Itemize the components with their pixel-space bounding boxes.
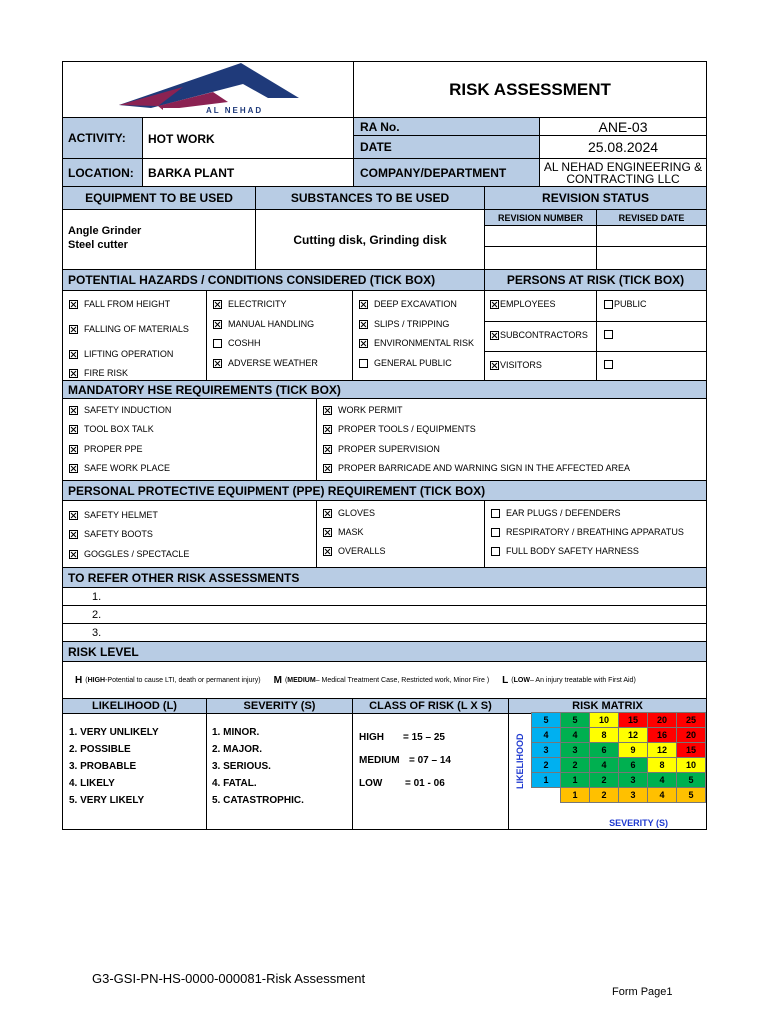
checkbox-checked-icon (69, 445, 78, 454)
ppe-option[interactable]: EAR PLUGS / DEFENDERS (491, 508, 621, 518)
hazards-col-1 (63, 291, 207, 380)
equipment-list-cell (63, 210, 256, 269)
hazards-col-2 (207, 291, 353, 380)
hazard-option[interactable]: MANUAL HANDLING (213, 319, 314, 329)
matrix-severity-cell: 3 (619, 788, 648, 803)
severity-item: 1. MINOR. (212, 727, 260, 738)
checkbox-empty-icon (359, 359, 368, 368)
checkbox-checked-icon (69, 406, 78, 415)
location-label-cell (63, 159, 143, 186)
refer-line[interactable] (62, 624, 707, 642)
checkbox-empty-icon (604, 300, 613, 309)
hse-option[interactable]: PROPER BARRICADE AND WARNING SIGN IN THE AFFECTED AREA (323, 463, 630, 473)
substances-header: SUBSTANCES TO BE USED (290, 191, 450, 205)
class-item: MEDIUM = 07 – 14 (359, 755, 451, 766)
hse-option[interactable]: SAFE WORK PLACE (69, 463, 170, 473)
company-label-cell (354, 159, 540, 186)
likelihood-list (63, 714, 207, 829)
checkbox-checked-icon (213, 359, 222, 368)
class-header-cell (353, 699, 509, 713)
class-list (353, 714, 509, 829)
equipment-header: EQUIPMENT TO BE USED (85, 191, 233, 205)
hse-header: MANDATORY HSE REQUIREMENTS (TICK BOX) (68, 382, 341, 397)
ppe-col-1 (63, 501, 317, 567)
ra-value-cell (540, 118, 706, 135)
risk-level-legend-row (62, 662, 707, 699)
hazard-option[interactable]: ENVIRONMENTAL RISK (359, 338, 474, 348)
equipment-item: Angle Grinder (68, 225, 142, 237)
checkbox-checked-icon (359, 339, 368, 348)
substances-cell (256, 210, 485, 269)
hse-content-row (62, 399, 707, 481)
checkbox-checked-icon (69, 550, 78, 559)
checkbox-checked-icon (490, 300, 499, 309)
matrix-cell: 4 (648, 773, 677, 788)
matrix-cell: 8 (590, 728, 619, 743)
severity-item: 3. SERIOUS. (212, 761, 271, 772)
hazard-option[interactable]: ADVERSE WEATHER (213, 358, 318, 368)
hse-col-right (317, 399, 706, 480)
ppe-option[interactable]: MASK (323, 527, 364, 537)
hse-option[interactable]: WORK PERMIT (323, 405, 403, 415)
checkbox-checked-icon (323, 445, 332, 454)
hazard-option[interactable]: FALL FROM HEIGHT (69, 299, 170, 309)
classification-content-row (62, 714, 707, 830)
ppe-option[interactable]: FULL BODY SAFETY HARNESS (491, 546, 639, 556)
matrix-cell: 25 (677, 713, 706, 728)
ra-value: ANE-03 (598, 118, 648, 135)
matrix-cell: 10 (590, 713, 619, 728)
activity-value: HOT WORK (148, 132, 215, 146)
company-value-line-1: AL NEHAD ENGINEERING & (543, 160, 703, 174)
page-number: Form Page1 (612, 986, 673, 998)
checkbox-checked-icon (323, 547, 332, 556)
equipment-header-row (62, 187, 707, 210)
hazard-option[interactable]: ELECTRICITY (213, 299, 287, 309)
likelihood-item: 4. LIKELY (69, 778, 115, 789)
hse-option[interactable]: PROPER TOOLS / EQUIPMENTS (323, 424, 476, 434)
matrix-likelihood-cell: 1 (532, 773, 561, 788)
checkbox-checked-icon (323, 528, 332, 537)
person-option[interactable]: SUBCONTRACTORS (490, 330, 588, 340)
persons-at-risk (485, 291, 706, 380)
hse-option[interactable]: PROPER PPE (69, 444, 143, 454)
hazard-option[interactable]: FALLING OF MATERIALS (69, 324, 189, 334)
risk-assessment-form (62, 61, 707, 830)
activity-label-cell (63, 118, 143, 158)
matrix-severity-cell: 5 (677, 788, 706, 803)
likelihood-header-cell (63, 699, 207, 713)
location-label: LOCATION: (68, 165, 134, 180)
matrix-cell: 12 (619, 728, 648, 743)
matrix-cell: 15 (619, 713, 648, 728)
person-option[interactable] (604, 360, 614, 369)
matrix-cell: 4 (561, 728, 590, 743)
ra-label: RA No. (360, 119, 400, 134)
checkbox-checked-icon (490, 331, 499, 340)
checkbox-checked-icon (359, 300, 368, 309)
likelihood-item: 1. VERY UNLIKELY (69, 727, 159, 738)
ppe-col-2 (317, 501, 485, 567)
risk-level-header: RISK LEVEL (68, 644, 139, 659)
risk-level-header-row (62, 642, 707, 662)
revision-table (485, 210, 706, 269)
ppe-option[interactable]: SAFETY HELMET (69, 510, 158, 520)
matrix-cell: 12 (648, 743, 677, 758)
risk-level-header-cell (63, 642, 706, 661)
matrix-cell: 3 (619, 773, 648, 788)
likelihood-header: LIKELIHOOD (L) (92, 700, 177, 712)
refer-item: 2. (92, 609, 102, 621)
hazard-option[interactable]: FIRE RISK (69, 368, 128, 378)
checkbox-checked-icon (490, 361, 499, 370)
matrix-cell: 6 (590, 743, 619, 758)
checkbox-checked-icon (69, 511, 78, 520)
person-option[interactable]: VISITORS (490, 360, 542, 370)
checkbox-checked-icon (323, 406, 332, 415)
checkbox-empty-icon (491, 528, 500, 537)
ppe-option[interactable]: GOGGLES / SPECTACLE (69, 549, 189, 559)
matrix-cell: 15 (677, 743, 706, 758)
matrix-cell: 9 (619, 743, 648, 758)
matrix-cell: 4 (590, 758, 619, 773)
class-item: LOW = 01 - 06 (359, 778, 445, 789)
hse-header-row (62, 381, 707, 399)
hse-option[interactable]: PROPER SUPERVISION (323, 444, 440, 454)
checkbox-checked-icon (69, 464, 78, 473)
company-value-line-2: CONTRACTING LLC (566, 172, 680, 186)
checkbox-checked-icon (323, 464, 332, 473)
hazard-option[interactable]: DEEP EXCAVATION (359, 299, 457, 309)
ppe-option[interactable]: SAFETY BOOTS (69, 529, 153, 539)
refer-item: 3. (92, 627, 102, 639)
ppe-header: PERSONAL PROTECTIVE EQUIPMENT (PPE) REQUIREMENT (TICK BOX) (68, 483, 486, 498)
matrix-x-label: SEVERITY (S) (609, 818, 668, 828)
persons-header: PERSONS AT RISK (TICK BOX) (506, 273, 685, 287)
person-option[interactable] (604, 330, 614, 339)
person-option[interactable]: PUBLIC (604, 299, 647, 309)
severity-item: 5. CATASTROPHIC. (212, 795, 304, 806)
likelihood-item: 3. PROBABLE (69, 761, 137, 772)
severity-list (207, 714, 353, 829)
equipment-content-row (62, 210, 707, 270)
class-header: CLASS OF RISK (L X S) (369, 700, 492, 712)
hazards-header-cell (63, 270, 485, 290)
revised-date-header: REVISED DATE (618, 212, 685, 223)
hazard-option[interactable]: LIFTING OPERATION (69, 349, 173, 359)
logo-cell (63, 62, 354, 117)
severity-header: SEVERITY (S) (243, 700, 316, 712)
matrix-cell: 3 (561, 743, 590, 758)
severity-item: 2. MAJOR. (212, 744, 263, 755)
hazard-option[interactable]: SLIPS / TRIPPING (359, 319, 449, 329)
refer-header-row (62, 568, 707, 588)
matrix-cell: 5 (561, 713, 590, 728)
hazards-content-row (62, 291, 707, 381)
checkbox-checked-icon (69, 325, 78, 334)
ppe-option[interactable]: GLOVES (323, 508, 375, 518)
matrix-likelihood-cell: 5 (532, 713, 561, 728)
matrix-cell: 5 (677, 773, 706, 788)
matrix-cell: 20 (677, 728, 706, 743)
revised-date-cell[interactable] (597, 247, 706, 269)
persons-header-cell (485, 270, 706, 290)
hse-option[interactable]: TOOL BOX TALK (69, 424, 154, 434)
matrix-header: RISK MATRIX (572, 700, 643, 712)
date-label-cell (354, 136, 540, 158)
company-value-cell (540, 159, 706, 186)
hse-col-left (63, 399, 317, 480)
risk-matrix (509, 714, 706, 829)
hazards-header-row (62, 270, 707, 291)
ppe-option[interactable]: RESPIRATORY / BREATHING APPARATUS (491, 527, 684, 537)
person-option[interactable]: EMPLOYEES (490, 299, 556, 309)
checkbox-checked-icon (69, 425, 78, 434)
checkbox-checked-icon (69, 369, 78, 378)
checkbox-checked-icon (69, 530, 78, 539)
matrix-severity-cell: 1 (561, 788, 590, 803)
matrix-cell: 2 (590, 773, 619, 788)
checkbox-empty-icon (491, 547, 500, 556)
ra-label-cell (354, 118, 540, 135)
revision-number-cell[interactable] (485, 247, 597, 269)
revision-number-header: REVISION NUMBER (485, 210, 597, 225)
matrix-severity-cell: 2 (590, 788, 619, 803)
equipment-item: Steel cutter (68, 239, 128, 251)
matrix-cell: 10 (677, 758, 706, 773)
revised-date-cell[interactable] (597, 226, 706, 246)
ra-block (354, 118, 706, 158)
checkbox-empty-icon (604, 360, 613, 369)
refer-item: 1. (92, 591, 102, 603)
page-title: RISK ASSESSMENT (449, 79, 611, 99)
document-reference: G3-GSI-PN-HS-0000-000081-Risk Assessment (92, 971, 366, 986)
checkbox-empty-icon (491, 509, 500, 518)
matrix-grid (531, 712, 706, 803)
checkbox-checked-icon (359, 320, 368, 329)
hazards-col-3 (353, 291, 485, 380)
checkbox-checked-icon (323, 509, 332, 518)
matrix-cell: 1 (561, 773, 590, 788)
hazard-option[interactable]: GENERAL PUBLIC (359, 358, 452, 368)
class-item: HIGH = 15 – 25 (359, 732, 445, 743)
refer-line[interactable] (62, 606, 707, 624)
activity-value-cell (143, 118, 354, 158)
severity-item: 4. FATAL. (212, 778, 257, 789)
revision-header: REVISION STATUS (542, 191, 649, 205)
matrix-corner (532, 788, 561, 803)
checkbox-empty-icon (604, 330, 613, 339)
ppe-header-cell (63, 481, 706, 500)
matrix-cell: 16 (648, 728, 677, 743)
hse-option[interactable]: SAFETY INDUCTION (69, 405, 171, 415)
matrix-cell: 8 (648, 758, 677, 773)
hazard-option[interactable]: COSHH (213, 338, 261, 348)
hazards-header: POTENTIAL HAZARDS / CONDITIONS CONSIDERED (TICK BOX) (68, 273, 436, 287)
risk-level-legend: H ( HIGH -Potential to cause LTI, death or permanent injury) M ( MEDIUM – Medical Treatment Case, Restricted work, Minor Fire ) L ( LOW – An injury treatable with First Aid) (75, 674, 636, 686)
checkbox-checked-icon (323, 425, 332, 434)
ppe-option[interactable]: OVERALLS (323, 546, 386, 556)
location-value-cell (143, 159, 354, 186)
ppe-col-3 (485, 501, 706, 567)
revision-header-cell (485, 187, 706, 209)
activity-label: ACTIVITY: (68, 131, 126, 145)
matrix-cell: 20 (648, 713, 677, 728)
matrix-likelihood-cell: 4 (532, 728, 561, 743)
ppe-header-row (62, 481, 707, 501)
location-value: BARKA PLANT (148, 165, 235, 180)
revision-number-cell[interactable] (485, 226, 597, 246)
title-cell (354, 62, 706, 117)
refer-header-cell (63, 568, 706, 587)
ppe-content-row (62, 501, 707, 568)
company-label: COMPANY/DEPARTMENT (360, 165, 507, 180)
matrix-cell: 2 (561, 758, 590, 773)
likelihood-item: 2. POSSIBLE (69, 744, 131, 755)
checkbox-checked-icon (213, 320, 222, 329)
substances-value: Cutting disk, Grinding disk (293, 232, 447, 247)
refer-line[interactable] (62, 588, 707, 606)
checkbox-checked-icon (69, 300, 78, 309)
logo-text: AL NEHAD (206, 106, 264, 115)
checkbox-checked-icon (69, 350, 78, 359)
matrix-likelihood-cell: 2 (532, 758, 561, 773)
location-row (62, 159, 707, 187)
checkbox-checked-icon (213, 300, 222, 309)
matrix-severity-cell: 4 (648, 788, 677, 803)
severity-header-cell (207, 699, 353, 713)
matrix-header-cell (509, 699, 706, 713)
equipment-header-cell (63, 187, 256, 209)
likelihood-item: 5. VERY LIKELY (69, 795, 145, 806)
date-value-cell (540, 136, 706, 158)
matrix-cell: 6 (619, 758, 648, 773)
activity-row (62, 118, 707, 159)
matrix-likelihood-cell: 3 (532, 743, 561, 758)
refer-header: TO REFER OTHER RISK ASSESSMENTS (68, 570, 300, 585)
checkbox-empty-icon (213, 339, 222, 348)
substances-header-cell (256, 187, 485, 209)
date-label: DATE (360, 140, 392, 154)
hse-header-cell (63, 381, 706, 398)
date-value: 25.08.2024 (587, 139, 659, 155)
matrix-y-label: LIKELIHOOD (515, 733, 525, 789)
header-row (62, 61, 707, 118)
